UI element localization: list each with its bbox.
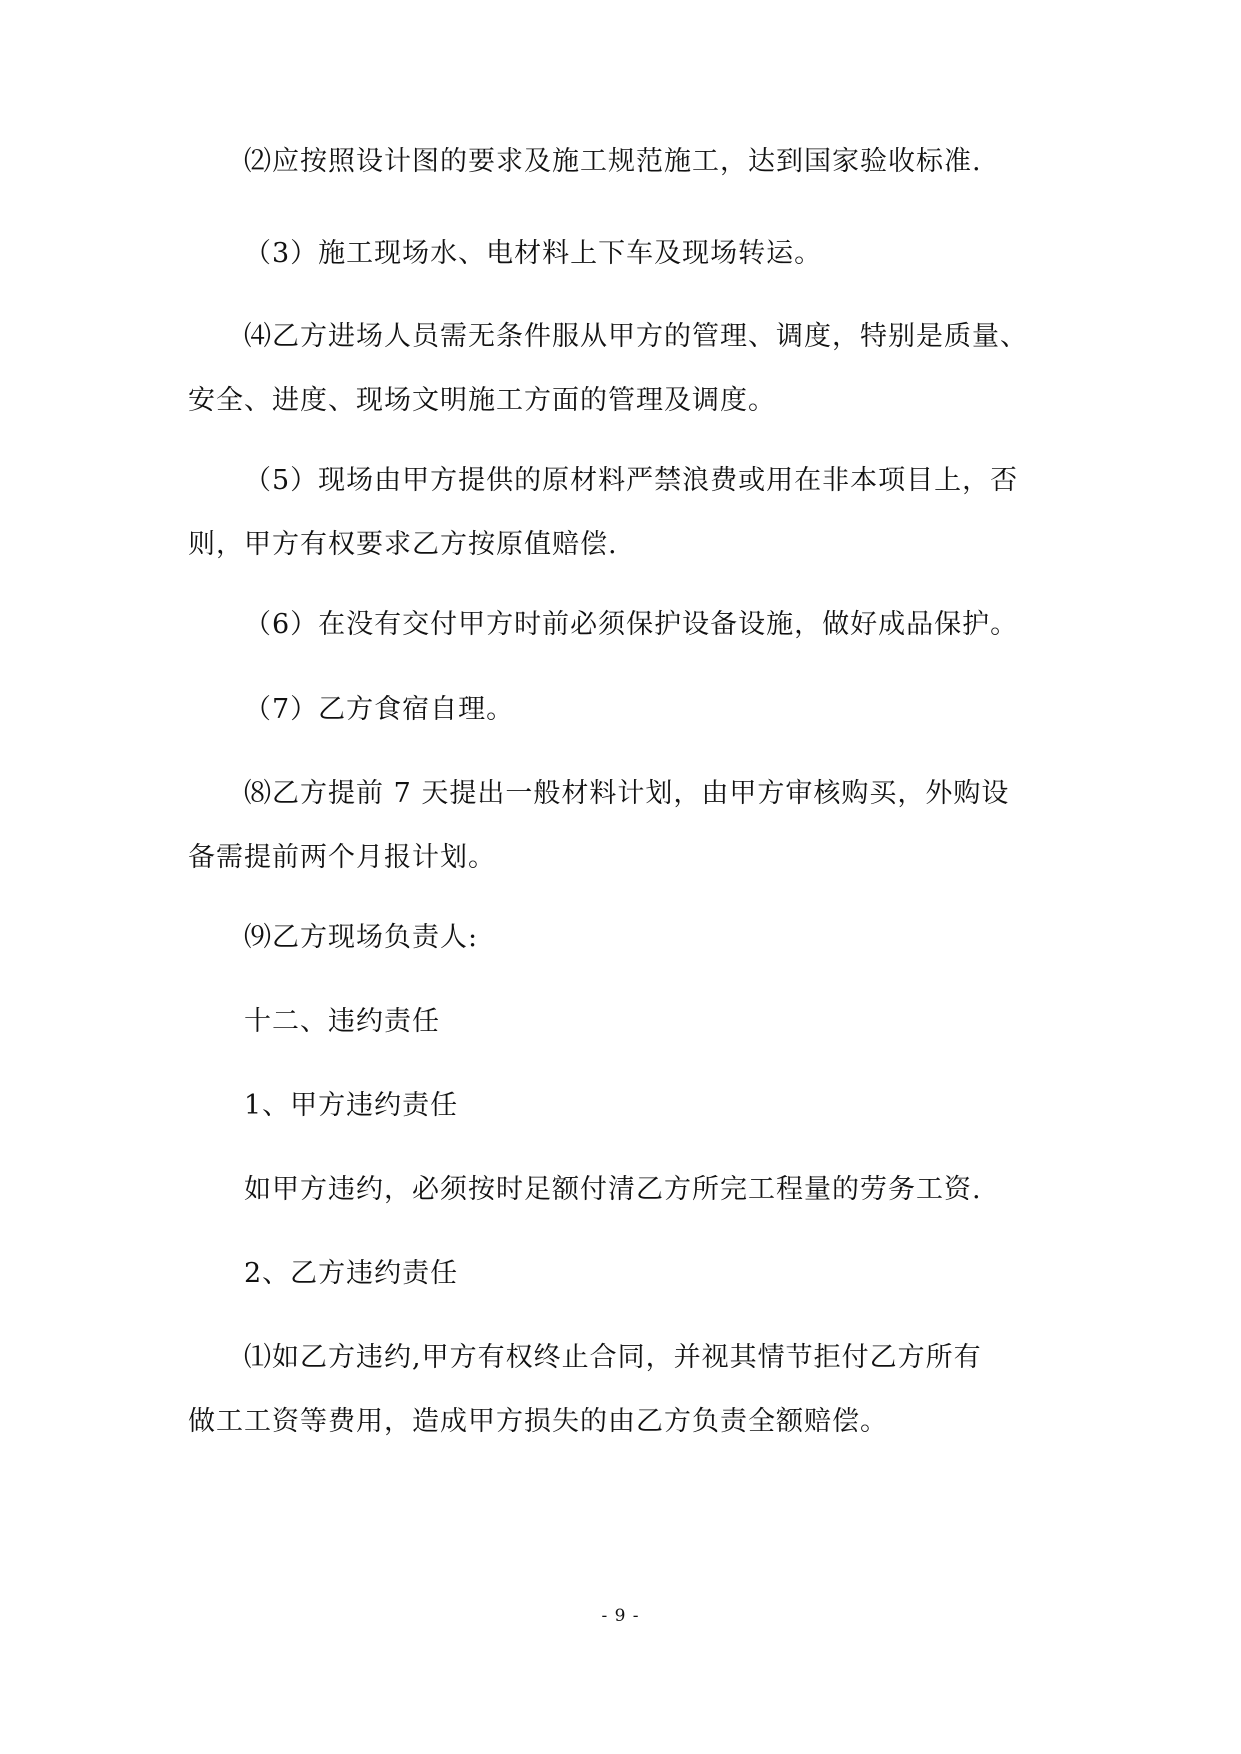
subsection-heading xyxy=(188,1074,1058,1138)
paragraph-line: 十二、违约责任 xyxy=(244,1006,440,1037)
paragraph-item-6 xyxy=(188,593,1058,657)
paragraph-item-3 xyxy=(188,222,1058,286)
paragraph-line: ⑴如乙方违约,甲方有权终止合同，并视其情节拒付乙方所有 xyxy=(244,1342,982,1373)
paragraph-line: ⑷乙方进场人员需无条件服从甲方的管理、调度，特别是质量、 xyxy=(244,321,1028,352)
page-number: - 9 - xyxy=(601,1606,640,1626)
paragraph-line: 1、甲方违约责任 xyxy=(244,1090,459,1121)
paragraph-line: （7）乙方食宿自理。 xyxy=(244,694,515,725)
paragraph-item-4 xyxy=(188,305,1058,433)
paragraph-line: 安全、进度、现场文明施工方面的管理及调度。 xyxy=(188,385,776,416)
paragraph-item-7 xyxy=(188,678,1058,742)
paragraph-line: （5）现场由甲方提供的原材料严禁浪费或用在非本项目上，否 xyxy=(244,465,1019,496)
paragraph-line: 则，甲方有权要求乙方按原值赔偿. xyxy=(188,529,618,560)
paragraph-line: ⑵应按照设计图的要求及施工规范施工，达到国家验收标准. xyxy=(244,146,982,177)
paragraph-item-2 xyxy=(188,130,1058,194)
paragraph-body xyxy=(188,1158,1058,1222)
paragraph-line: ⑼乙方现场负责人: xyxy=(244,922,479,953)
paragraph-item-5 xyxy=(188,449,1058,577)
paragraph-line: （3）施工现场水、电材料上下车及现场转运。 xyxy=(244,238,823,269)
paragraph-line: ⑻乙方提前 7 天提出一般材料计划，由甲方审核购买，外购设 xyxy=(244,778,1010,809)
subsection-heading xyxy=(188,1242,1058,1306)
paragraph-line: 2、乙方违约责任 xyxy=(244,1258,459,1289)
paragraph-item-1 xyxy=(188,1326,1058,1454)
section-heading xyxy=(188,990,1058,1054)
paragraph-line: 如甲方违约，必须按时足额付清乙方所完工程量的劳务工资. xyxy=(244,1174,982,1205)
paragraph-line: 备需提前两个月报计划。 xyxy=(188,842,496,873)
paragraph-line: （6）在没有交付甲方时前必须保护设备设施，做好成品保护。 xyxy=(244,609,1019,640)
paragraph-item-8 xyxy=(188,762,1058,890)
paragraph-line: 做工工资等费用，造成甲方损失的由乙方负责全额赔偿。 xyxy=(188,1406,888,1437)
paragraph-item-9 xyxy=(188,906,1058,970)
